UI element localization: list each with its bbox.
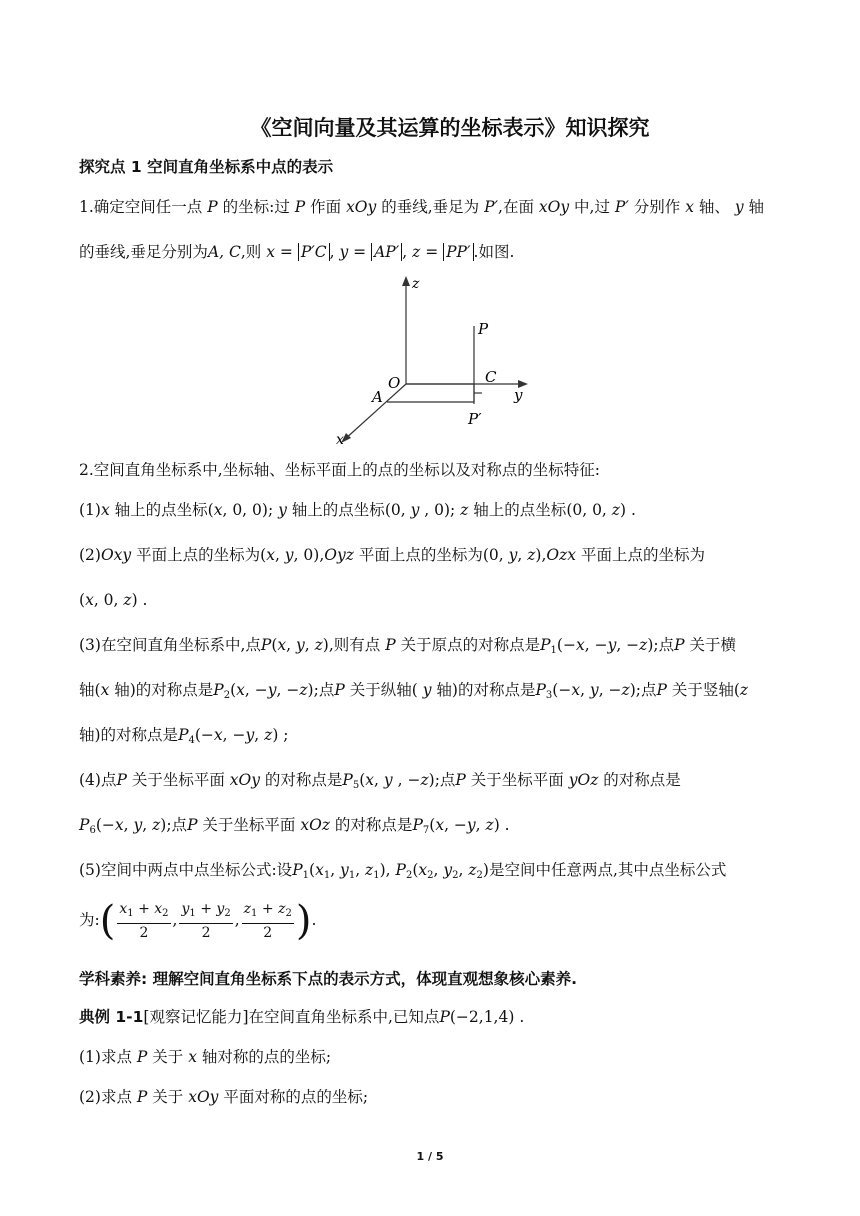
example-heading: 典例 1-1[观察记忆能力]在空间直角坐标系中,已知点P(−2,1,4) . (79, 1008, 525, 1026)
text: 轴上的点坐标 (114, 501, 208, 519)
text: 关于 (152, 1088, 184, 1106)
text: 轴、 (698, 198, 730, 216)
text: 平面上点的坐标为 (580, 546, 705, 564)
paragraph-1b: 的垂线,垂足分别为A, C,则 x = P′C , y = AP′ , z = PP′ .如图. (79, 243, 515, 261)
text: 轴对称的点的坐标; (201, 1048, 332, 1066)
text: 的垂线,垂足分别为 (79, 243, 208, 261)
text: 轴上的点坐标 (291, 501, 385, 519)
paragraph-6: 轴(x 轴)的对称点是$P_2(x$, −y, −z);点P 关于纵轴( y 轴)的对称点是$P_3(-x$, y, −z);点P 关于竖轴(z (79, 681, 749, 701)
paragraph-5: (3)在空间直角坐标系中,点P(x, y, z),则有点 P 关于原点的对称点是$P_1(-x$, −y, −z);点P 关于横 (79, 636, 737, 656)
label-O: O (388, 374, 401, 392)
label-A: A (372, 388, 383, 406)
example-label: 典例 1-1 (79, 1008, 144, 1026)
paragraph-10: (5)空间中两点中点坐标公式:设$P_1(x_1$, $y_1$, $z_1$), $P_2(x_2$, $y_2$, $z_2$)是空间中任意两点,其中点坐标公式 (79, 861, 727, 881)
text: ;点 (166, 816, 188, 834)
text: 轴)的对称点是 (436, 681, 536, 699)
text: 分别作 (633, 198, 681, 216)
label-P-prime: P′ (468, 410, 482, 428)
text: 关于原点的对称点是 (400, 636, 541, 654)
text: 关于 (152, 1048, 184, 1066)
label-x: x (336, 432, 344, 448)
text: (1) (79, 501, 101, 519)
text: 关于纵轴( (349, 681, 418, 699)
text: 为: (79, 911, 100, 929)
text: (2)求点 (79, 1088, 132, 1106)
text: 轴( (79, 681, 101, 699)
label-P: P (478, 320, 489, 338)
text: 的对称点是 (603, 771, 681, 789)
paragraph-2: 2.空间直角坐标系中,坐标轴、坐标平面上的点的坐标以及对称点的坐标特征: (79, 461, 600, 479)
text: 平面上点的坐标为 (136, 546, 261, 564)
paragraph-4-cont: (x, 0, z) . (79, 591, 148, 609)
text: 的垂线,垂足为 (381, 198, 480, 216)
text: (3)在空间直角坐标系中,点 (79, 636, 261, 654)
text: (1)求点 (79, 1048, 132, 1066)
label-z: z (412, 276, 420, 292)
text: 关于竖轴( (671, 681, 740, 699)
label-y: y (514, 386, 523, 404)
paragraph-3: (1)x 轴上的点坐标(x, 0, 0); y 轴上的点坐标(0, y , 0); z 轴上的点坐标(0, 0, z) . (79, 501, 636, 519)
question-2: (2)求点 P 关于 xOy 平面对称的点的坐标; (79, 1088, 369, 1106)
text: ;点 (313, 681, 335, 699)
text: [观察记忆能力]在空间直角坐标系中,已知点 (143, 1008, 440, 1026)
text: ,在面 (498, 198, 534, 216)
text: 关于坐标平面 (131, 771, 225, 789)
text: (4)点 (79, 771, 117, 789)
text: 中,过 (574, 198, 610, 216)
question-1: (1)求点 P 关于 x 轴对称的点的坐标; (79, 1048, 332, 1066)
text: ;点 (434, 771, 456, 789)
text: 作面 (310, 198, 342, 216)
text: 平面上点的坐标为 (358, 546, 483, 564)
text: 关于横 (689, 636, 737, 654)
text: ,则有点 (328, 636, 381, 654)
midpoint-formula: 为:( $\frac{x_1 + x_2}{2}$ , $\frac{y_1 + y_2}{2}$ , $\frac{z_1 + z_2}{2}$ ). (79, 898, 317, 944)
paragraph-9: $P_6(-x$, y, z);点P 关于坐标平面 xOz 的对称点是$P_7(x$, −y, z) . (79, 816, 510, 836)
text: 轴)的对称点是 (114, 681, 214, 699)
text: 轴上的点坐标 (473, 501, 567, 519)
text: (2) (79, 546, 101, 564)
text: (5)空间中两点中点坐标公式:设 (79, 861, 293, 879)
text: 的对称点是 (334, 816, 413, 834)
text: 平面对称的点的坐标; (223, 1088, 369, 1106)
text: ,则 (240, 243, 262, 261)
text: 轴)的对称点是 (79, 726, 179, 744)
literacy-note: 学科素养: 理解空间直角坐标系下点的表示方式，体现直观想象核心素养. (79, 970, 577, 988)
text: .如图. (473, 243, 515, 261)
text: 是空间中任意两点,其中点坐标公式 (488, 861, 727, 879)
text: 的对称点是 (264, 771, 343, 789)
text: 关于坐标平面 (202, 816, 296, 834)
label-C: C (485, 368, 497, 386)
text: ;点 (635, 681, 657, 699)
paragraph-1a: 1.确定空间任一点 P 的坐标:过 P 作面 xOy 的垂线,垂足为 P′,在面 xOy 中,过 P′ 分别作 x 轴、 y 轴 (79, 198, 765, 216)
text: 的坐标:过 (222, 198, 290, 216)
coordinate-system-figure (332, 268, 532, 453)
paragraph-8: (4)点P 关于坐标平面 xOy 的对称点是$P_5(x$, y , −z);点P 关于坐标平面 yOz 的对称点是 (79, 771, 681, 791)
paragraph-7: 轴)的对称点是$P_4(-x$, −y, z) ; (79, 726, 289, 746)
paragraph-4: (2)Oxy 平面上点的坐标为(x, y, 0),Oyz 平面上点的坐标为(0, y, z),Ozx 平面上点的坐标为 (79, 546, 705, 564)
page-title: 《空间向量及其运算的坐标表示》知识探究 (250, 116, 650, 140)
text: ;点 (653, 636, 675, 654)
text: 轴 (748, 198, 765, 216)
page-number: 1 / 5 (416, 1150, 444, 1163)
text: 1.确定空间任一点 (79, 198, 203, 216)
text: 关于坐标平面 (470, 771, 564, 789)
section-heading: 探究点 1 空间直角坐标系中点的表示 (79, 158, 334, 176)
